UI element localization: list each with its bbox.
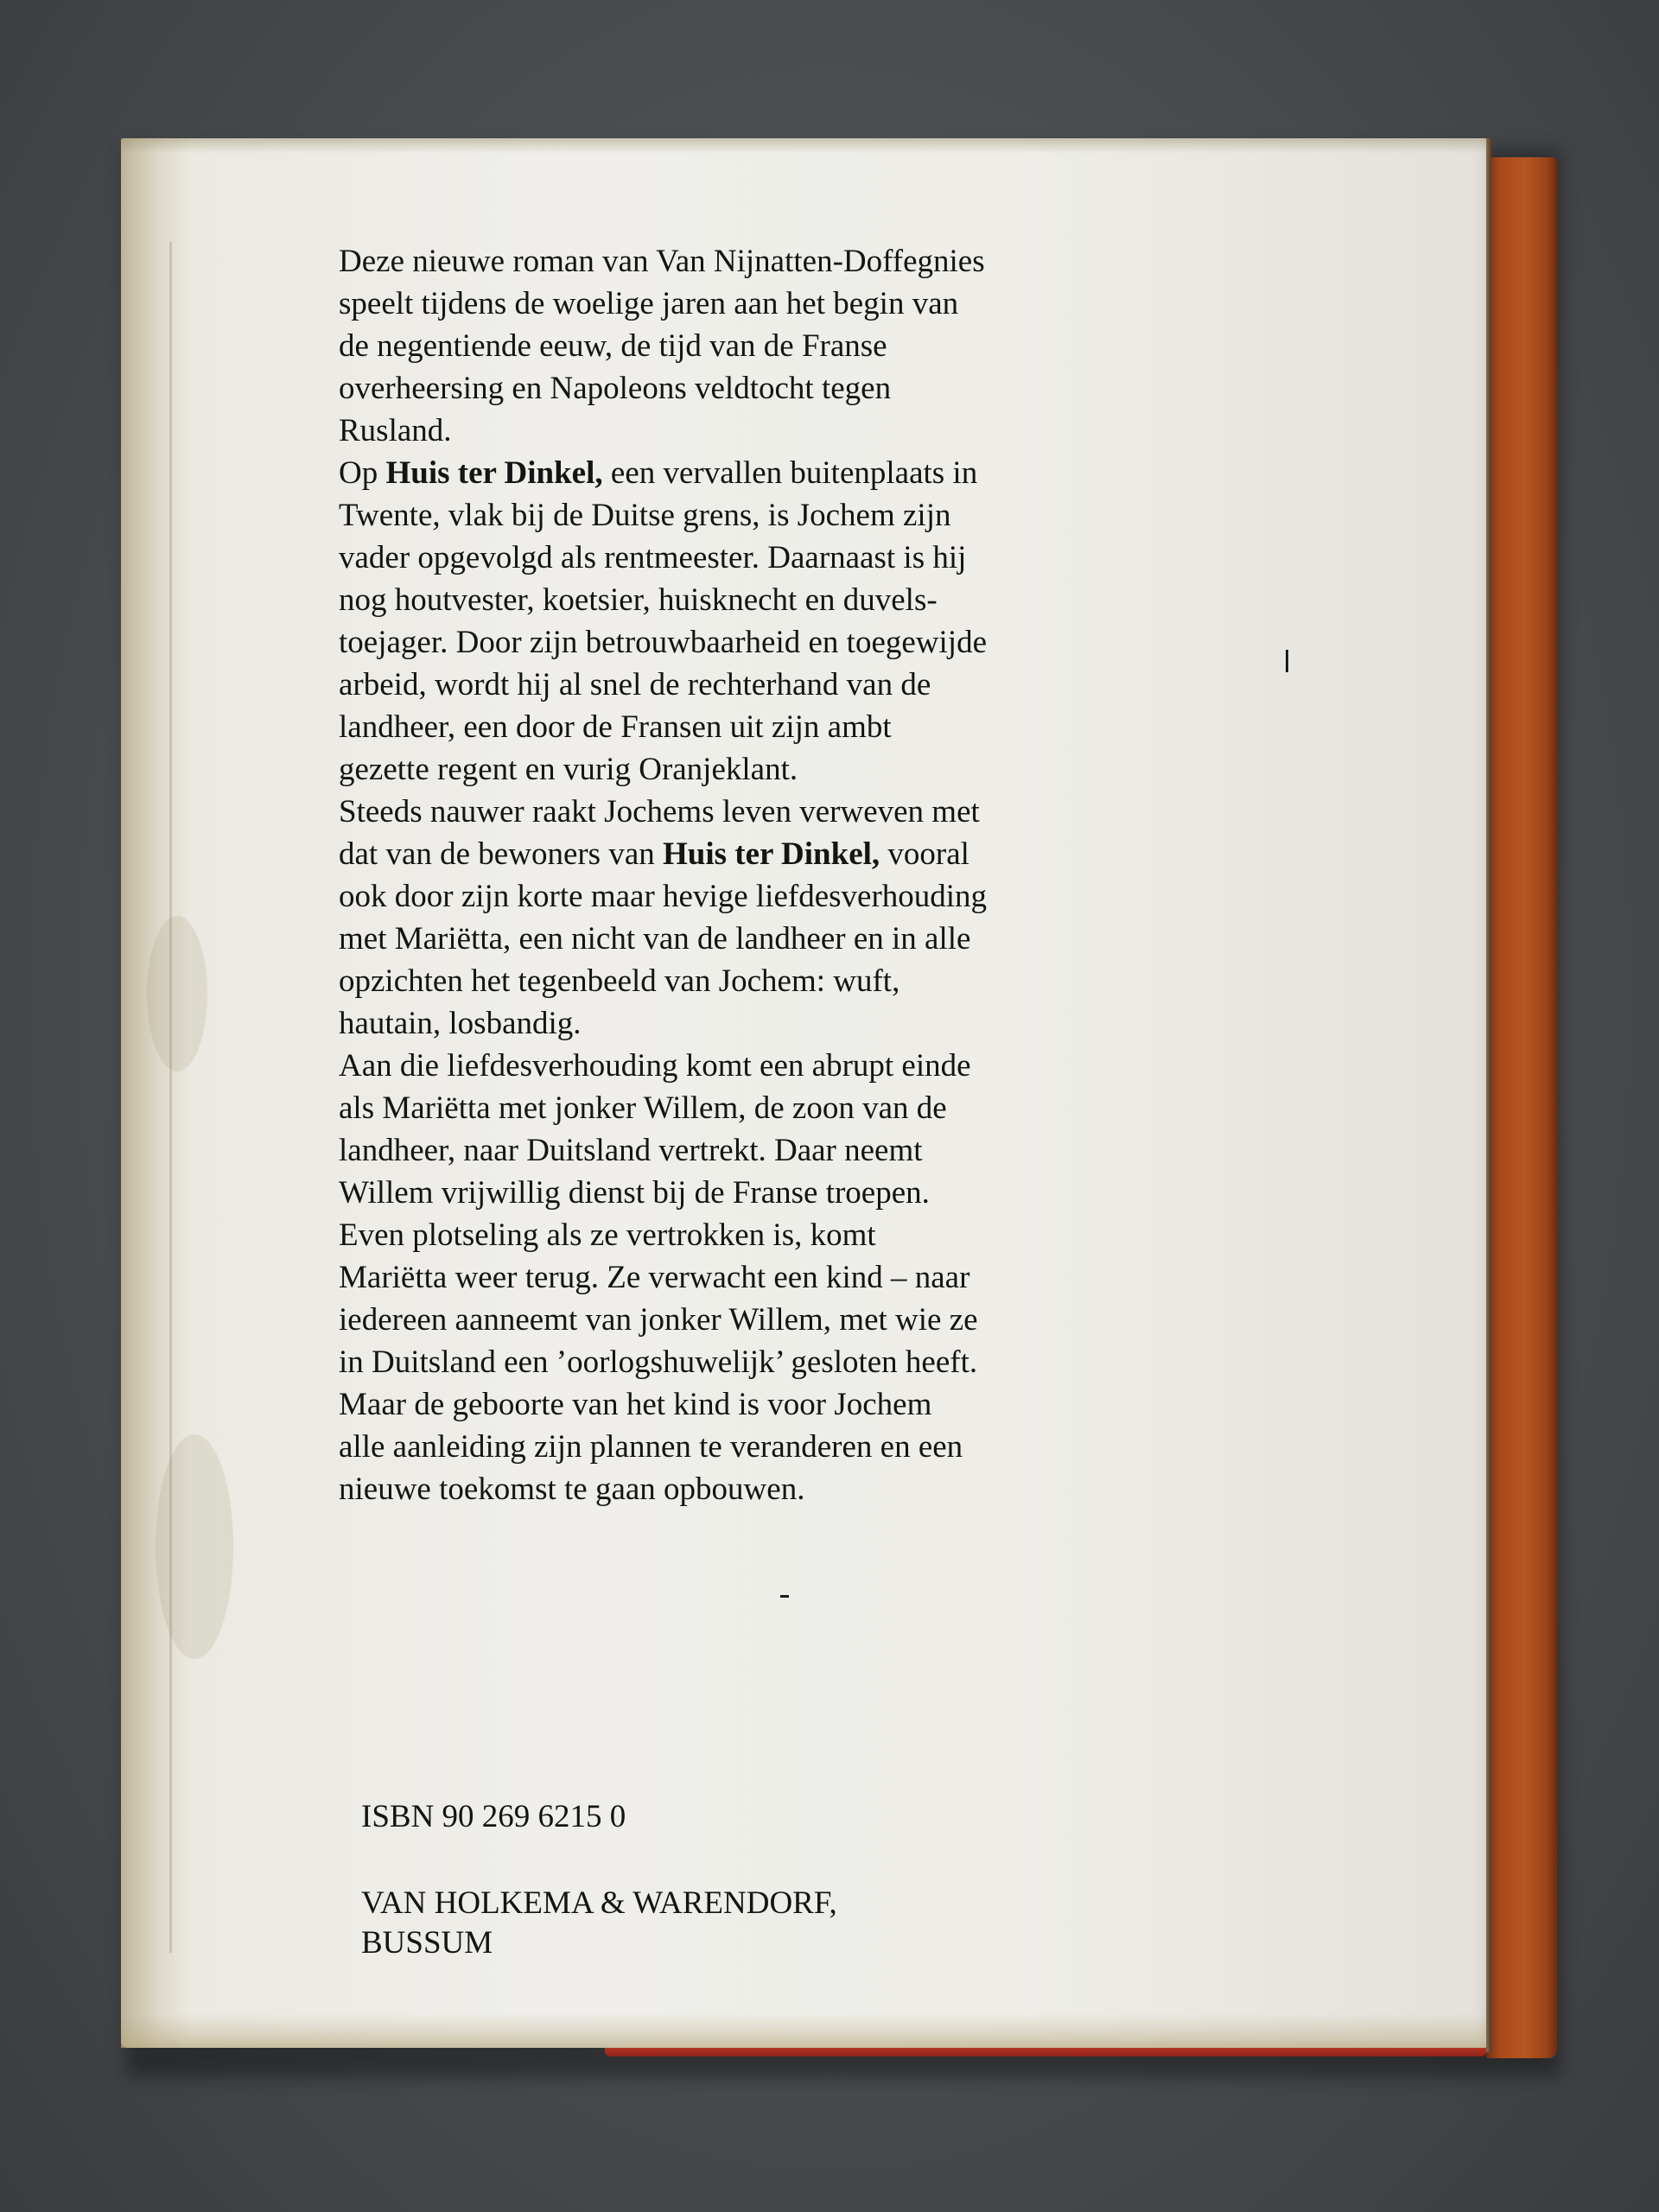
blurb-line: nog houtvester, koetsier, huisknecht en duvels- (339, 582, 938, 618)
book-house-name: Huis ter Dinkel, (663, 836, 880, 872)
blurb-line: landheer, een door de Fransen uit zijn ambt (339, 709, 892, 745)
cover-speck (1286, 650, 1288, 672)
book-spine (1486, 157, 1557, 2058)
blurb-line: vader opgevolgd als rentmeester. Daarnaast is hij (339, 540, 967, 575)
blurb-fragment: dat van de bewoners van (339, 836, 664, 872)
blurb-fragment: een vervallen buitenplaats in (602, 455, 978, 491)
back-cover (121, 138, 1486, 2048)
isbn-number: ISBN 90 269 6215 0 (361, 1799, 626, 1834)
publisher-city: BUSSUM (361, 1925, 493, 1961)
blurb-line: nieuwe toekomst te gaan opbouwen. (339, 1471, 805, 1507)
blurb-line: alle aanleiding zijn plannen te veranderen en een (339, 1429, 963, 1465)
blurb-line: Maar de geboorte van het kind is voor Jochem (339, 1387, 932, 1422)
blurb-fragment: vooral (880, 836, 969, 872)
blurb-line: Willem vrijwillig dienst bij de Franse troepen. (339, 1175, 930, 1211)
blurb-line: Mariëtta weer terug. Ze verwacht een kind – naar (339, 1260, 970, 1295)
blurb-fragment: Op (339, 455, 386, 491)
blurb-line: landheer, naar Duitsland vertrekt. Daar neemt (339, 1133, 923, 1168)
cover-stain (156, 1434, 233, 1659)
cover-wear-left (121, 138, 190, 2048)
blurb-line: ook door zijn korte maar hevige liefdesverhouding (339, 879, 988, 914)
blurb-line: met Mariëtta, een nicht van de landheer en in alle (339, 921, 971, 957)
book (121, 138, 1555, 2065)
blurb-line: de negentiende eeuw, de tijd van de Franse (339, 328, 887, 364)
blurb-line: opzichten het tegenbeeld van Jochem: wuft, (339, 963, 900, 999)
blurb-line: arbeid, wordt hij al snel de rechterhand van de (339, 667, 931, 702)
cover-wear-bottom (121, 2013, 1486, 2048)
blurb-line: Even plotseling als ze vertrokken is, komt (339, 1217, 876, 1253)
book-house-name: Huis ter Dinkel, (385, 455, 603, 491)
blurb-line: toejager. Door zijn betrouwbaarheid en toegewijde (339, 625, 987, 660)
blurb-line: iedereen aanneemt van jonker Willem, met wie ze (339, 1302, 978, 1338)
blurb-line: speelt tijdens de woelige jaren aan het begin van (339, 286, 959, 321)
blurb-line: Rusland. (339, 413, 452, 448)
blurb-line: Aan die liefdesverhouding komt een abrupt einde (339, 1048, 971, 1084)
cover-wear-top (121, 138, 1486, 154)
cover-crease (169, 242, 172, 1953)
blurb-line: als Mariëtta met jonker Willem, de zoon van de (339, 1090, 947, 1126)
blurb-line (339, 452, 1185, 494)
publisher-block (361, 1884, 837, 1963)
cover-speck (780, 1595, 789, 1598)
blurb-line: Steeds nauwer raakt Jochems leven verweven met (339, 794, 980, 830)
blurb-line: hautain, losbandig. (339, 1006, 582, 1041)
blurb-text (339, 240, 1185, 1510)
blurb-line: gezette regent en vurig Oranjeklant. (339, 752, 798, 787)
blurb-line (339, 833, 1185, 875)
blurb-line: in Duitsland een ’oorlogshuwelijk’ gesloten heeft. (339, 1344, 978, 1380)
cover-stain (147, 916, 207, 1071)
blurb-line: Deze nieuwe roman van Van Nijnatten-Doffegnies (339, 244, 985, 279)
blurb-line: overheersing en Napoleons veldtocht tegen (339, 371, 892, 406)
publisher-name: VAN HOLKEMA & WARENDORF, (361, 1885, 837, 1921)
blurb-line: Twente, vlak bij de Duitse grens, is Jochem zijn (339, 498, 951, 533)
